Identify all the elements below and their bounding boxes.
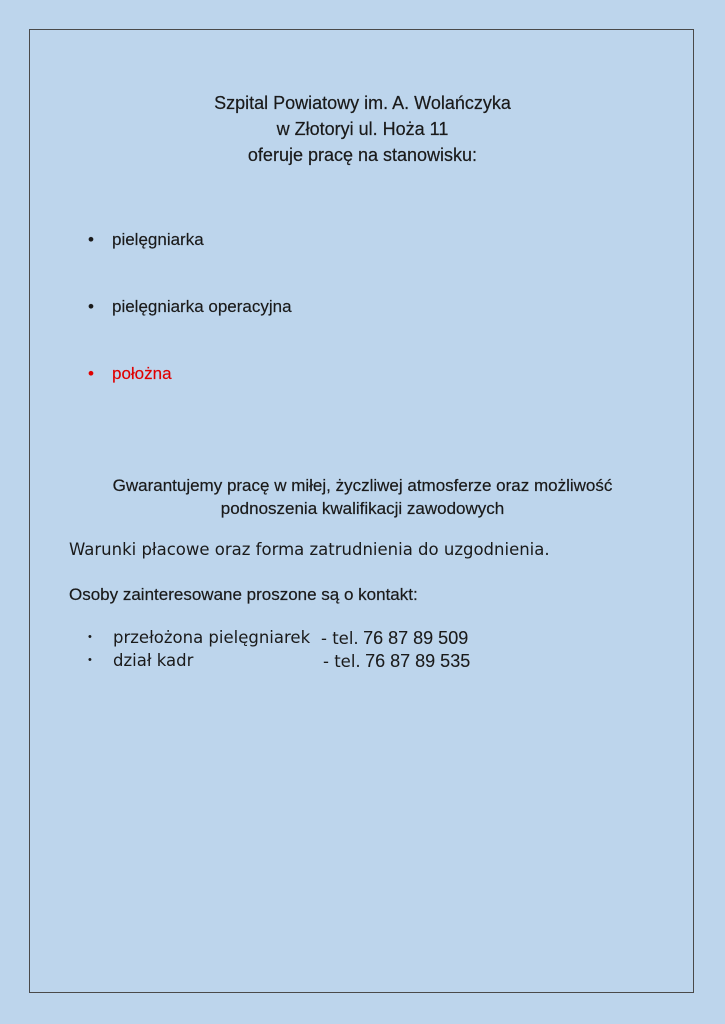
contact-heading: Osoby zainteresowane proszone są o kontakt:: [69, 585, 418, 604]
contact-phone: [321, 628, 468, 649]
phone-number: 76 87 89 535: [365, 651, 471, 671]
hospital-name: Szpital Powiatowy im. A. Wolańczyka: [214, 93, 511, 113]
position-label: pielęgniarka: [112, 230, 204, 249]
contact-name: dział kadr: [113, 651, 194, 670]
bullet-icon: •: [88, 631, 92, 643]
position-item: [88, 297, 292, 317]
hospital-address: w Złotoryi ul. Hoża 11: [276, 119, 449, 139]
bullet-icon: •: [88, 654, 92, 666]
bullet-icon: •: [88, 230, 94, 249]
contact-name: przełożona pielęgniarek: [113, 628, 311, 647]
position-label: pielęgniarka operacyjna: [112, 297, 292, 316]
position-item: [88, 230, 204, 250]
bullet-icon: •: [88, 297, 94, 316]
phone-prefix: - tel.: [323, 652, 361, 671]
guarantee-line: podnoszenia kwalifikacji zawodowych: [220, 499, 505, 518]
guarantee-line: Gwarantujemy pracę w miłej, życzliwej atmosferze oraz możliwość: [112, 476, 613, 495]
guarantee-text: [0, 474, 725, 520]
phone-number: 76 87 89 509: [363, 628, 469, 648]
job-offer-header: [0, 90, 725, 168]
bullet-icon: •: [88, 364, 94, 383]
position-label: położna: [112, 364, 172, 383]
terms-text: Warunki płacowe oraz forma zatrudnienia do uzgodnienia.: [69, 540, 550, 559]
offer-intro: oferuje pracę na stanowisku:: [247, 145, 478, 165]
contact-item: [88, 651, 508, 673]
position-item-highlighted: [88, 364, 172, 384]
contact-item: [88, 628, 508, 650]
contact-phone: [323, 651, 470, 672]
phone-prefix: - tel.: [321, 629, 359, 648]
